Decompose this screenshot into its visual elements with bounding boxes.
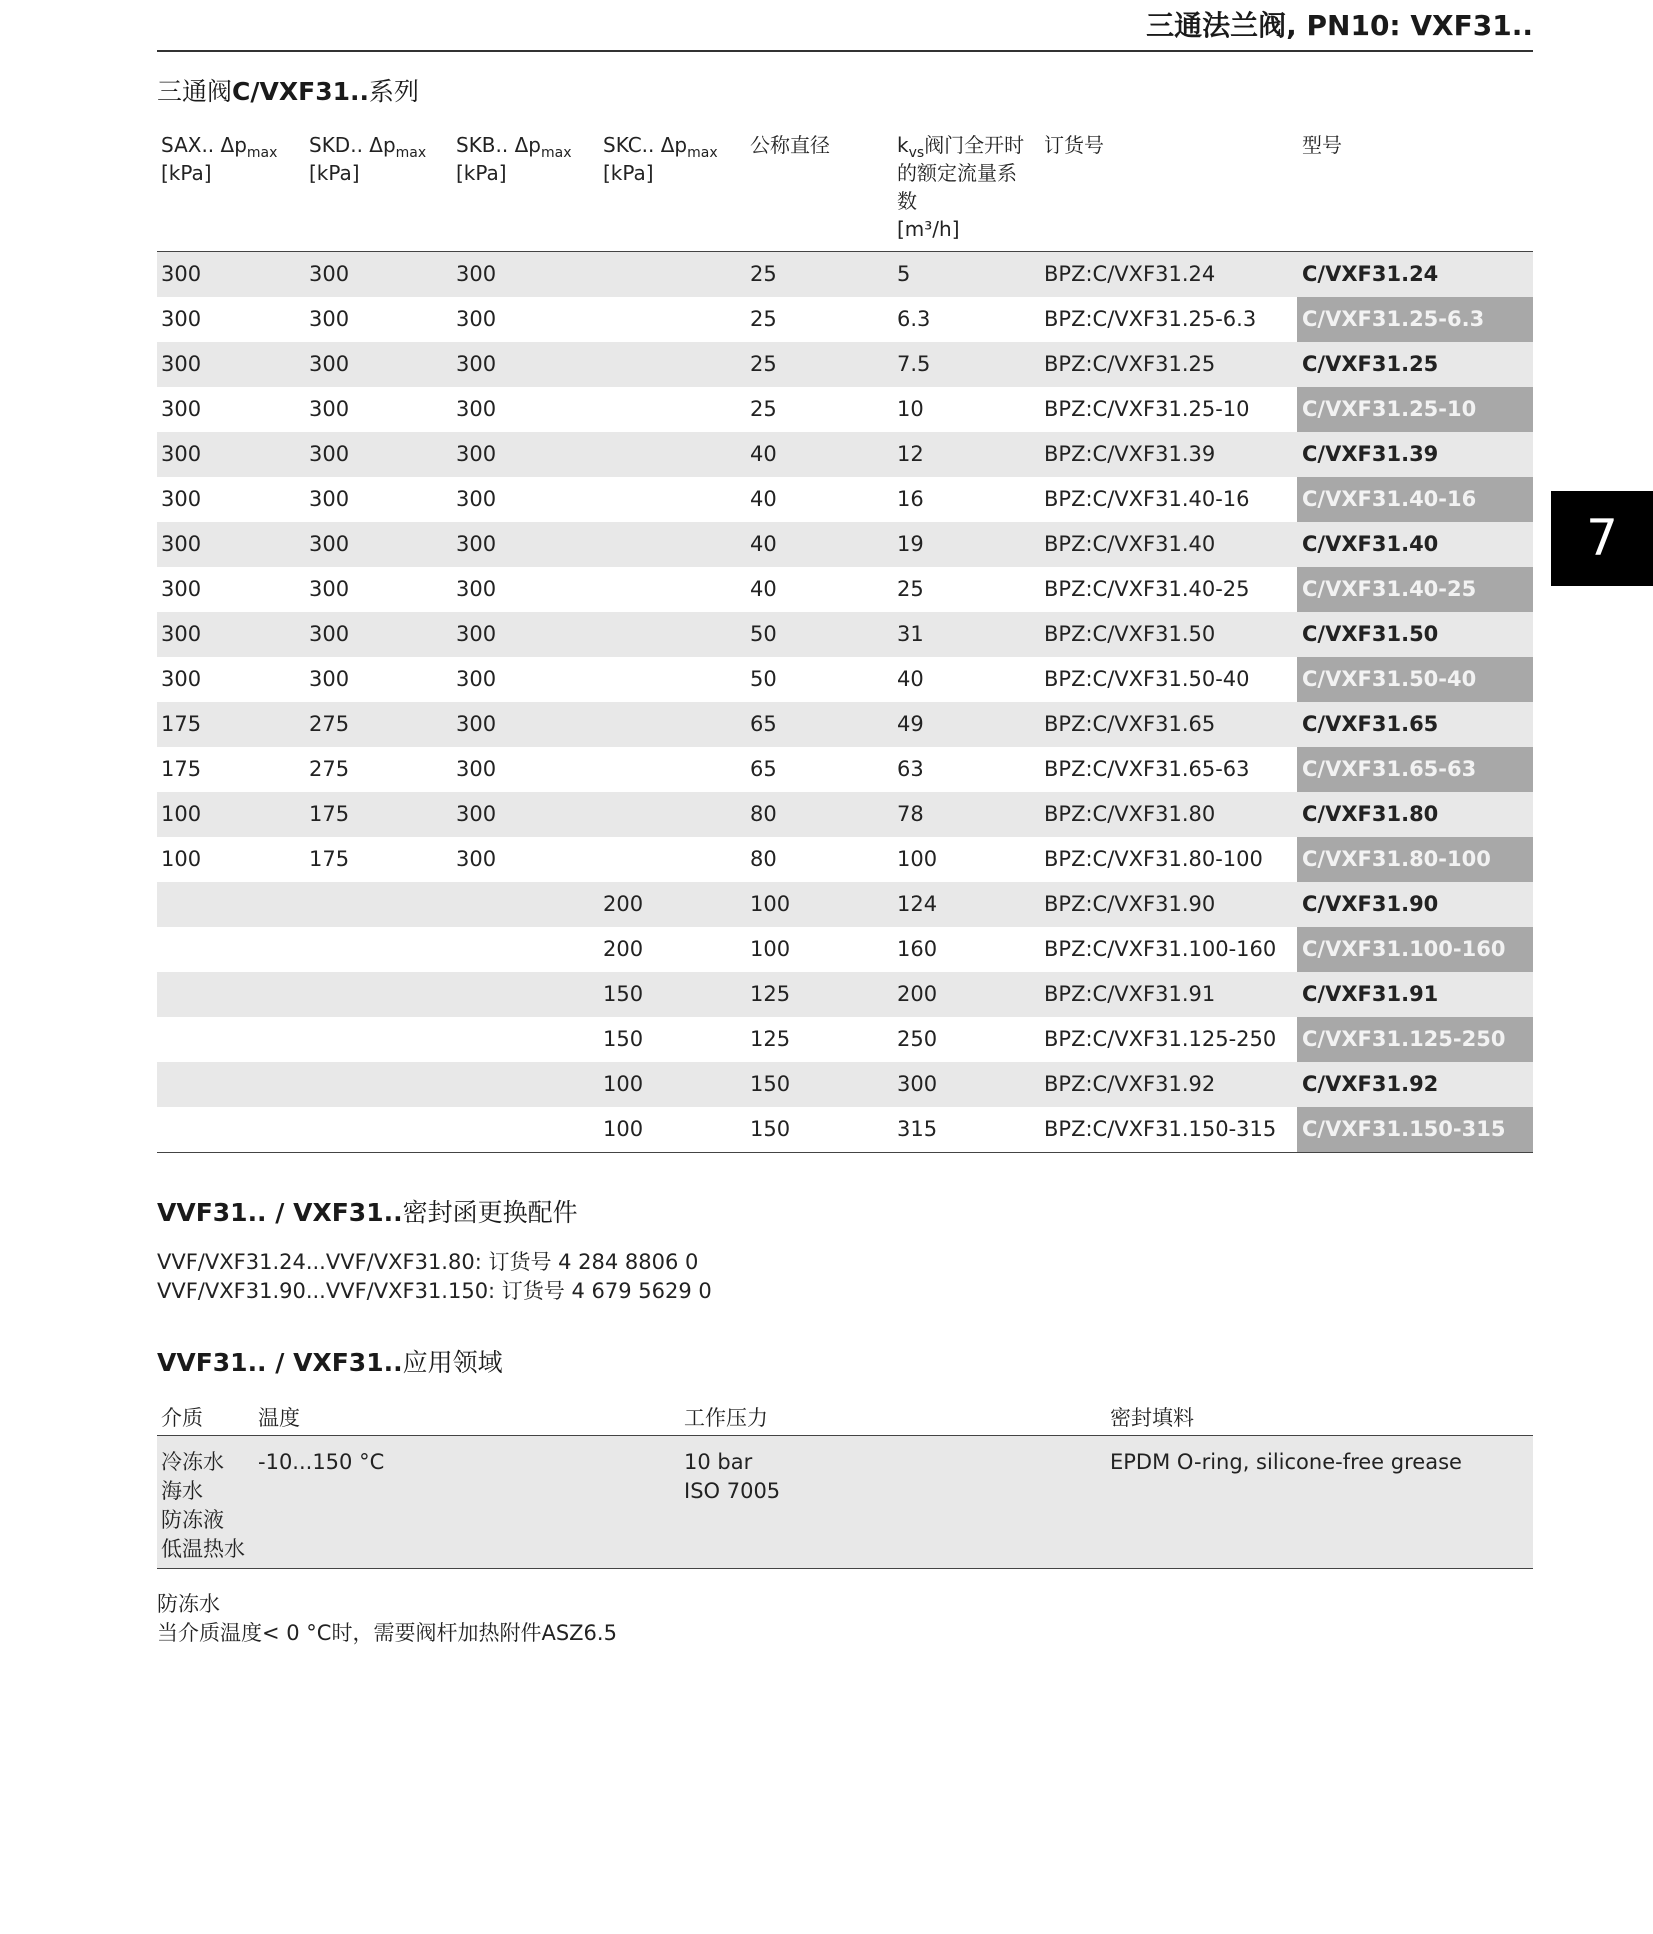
table-row <box>157 567 1533 612</box>
cell-type: C/VXF31.65 <box>1302 712 1439 736</box>
series-title-suffix: 系列 <box>368 77 419 106</box>
cell-order: BPZ:C/VXF31.80 <box>1044 802 1216 826</box>
cell-skd: 300 <box>309 262 350 286</box>
cell-type: C/VXF31.40-25 <box>1297 567 1533 612</box>
cell-kvs: 5 <box>897 262 911 286</box>
application-table-row <box>157 1436 1533 1569</box>
cell-type: C/VXF31.90 <box>1302 892 1439 916</box>
pressure-values <box>684 1448 780 1506</box>
cell-order: BPZ:C/VXF31.80-100 <box>1044 847 1263 871</box>
cell-sax: 300 <box>161 442 202 466</box>
cell-skd: 300 <box>309 577 350 601</box>
table-row <box>157 252 1533 297</box>
cell-dn: 125 <box>750 1027 791 1051</box>
cell-dn: 25 <box>750 352 777 376</box>
cell-skd: 300 <box>309 667 350 691</box>
cell-kvs: 7.5 <box>897 352 931 376</box>
cell-order: BPZ:C/VXF31.40-16 <box>1044 487 1250 511</box>
seal-value: EPDM O-ring, silicone-free grease <box>1110 1450 1462 1474</box>
cell-skc: 100 <box>603 1117 644 1141</box>
cell-kvs: 63 <box>897 757 924 781</box>
pressure-value: 10 bar <box>684 1450 753 1474</box>
cell-skb: 300 <box>456 802 497 826</box>
cell-kvs: 12 <box>897 442 924 466</box>
cell-skc: 150 <box>603 982 644 1006</box>
cell-dn: 65 <box>750 757 777 781</box>
cell-kvs: 78 <box>897 802 924 826</box>
cell-kvs: 124 <box>897 892 938 916</box>
note-title: 防冻水 <box>157 1592 220 1616</box>
cell-skd: 300 <box>309 397 350 421</box>
table-row <box>157 927 1533 972</box>
table-row <box>157 657 1533 702</box>
cell-kvs: 6.3 <box>897 307 931 331</box>
cell-dn: 50 <box>750 622 777 646</box>
cell-order: BPZ:C/VXF31.65 <box>1044 712 1216 736</box>
header-seal: 密封填料 <box>1110 1406 1194 1430</box>
header-skb: SKB.. $\Delta p_{max}$ [kPa] <box>456 133 572 185</box>
cell-kvs: 315 <box>897 1117 938 1141</box>
cell-skb: 300 <box>456 262 497 286</box>
cell-order: BPZ:C/VXF31.25-10 <box>1044 397 1250 421</box>
cell-dn: 80 <box>750 802 777 826</box>
cell-skd: 300 <box>309 352 350 376</box>
medium-item: 海水 <box>161 1479 203 1503</box>
temperature-value: -10...150 °C <box>258 1450 385 1474</box>
cell-type: C/VXF31.125-250 <box>1297 1017 1533 1062</box>
cell-order: BPZ:C/VXF31.90 <box>1044 892 1216 916</box>
cell-type: C/VXF31.24 <box>1302 262 1439 286</box>
cell-type: C/VXF31.25-6.3 <box>1297 297 1533 342</box>
medium-item: 低温热水 <box>161 1537 245 1561</box>
header-working-pressure: 工作压力 <box>684 1406 768 1430</box>
cell-type: C/VXF31.40-16 <box>1297 477 1533 522</box>
cell-kvs: 19 <box>897 532 924 556</box>
cell-skc: 200 <box>603 937 644 961</box>
header-skc: SKC.. $\Delta p_{max}$ [kPa] <box>603 133 718 185</box>
cell-sax: 100 <box>161 847 202 871</box>
table-row <box>157 1107 1533 1152</box>
header-nominal-diameter: 公称直径 <box>750 133 830 157</box>
cell-kvs: 160 <box>897 937 938 961</box>
cell-kvs: 10 <box>897 397 924 421</box>
cell-dn: 40 <box>750 577 777 601</box>
table-row <box>157 387 1533 432</box>
cell-skb: 300 <box>456 577 497 601</box>
cell-order: BPZ:C/VXF31.92 <box>1044 1072 1216 1096</box>
cell-type: C/VXF31.150-315 <box>1297 1107 1533 1152</box>
cell-kvs: 300 <box>897 1072 938 1096</box>
cell-sax: 300 <box>161 352 202 376</box>
header-temperature: 温度 <box>258 1406 300 1430</box>
cell-dn: 25 <box>750 307 777 331</box>
table-row <box>157 747 1533 792</box>
table-row <box>157 522 1533 567</box>
cell-skb: 300 <box>456 352 497 376</box>
cell-dn: 40 <box>750 532 777 556</box>
cell-sax: 300 <box>161 307 202 331</box>
cell-sax: 100 <box>161 802 202 826</box>
cell-dn: 65 <box>750 712 777 736</box>
cell-skd: 300 <box>309 442 350 466</box>
cell-order: BPZ:C/VXF31.25-6.3 <box>1044 307 1257 331</box>
table-row <box>157 1062 1533 1107</box>
table-row <box>157 342 1533 387</box>
cell-order: BPZ:C/VXF31.150-315 <box>1044 1117 1277 1141</box>
cell-kvs: 40 <box>897 667 924 691</box>
chapter-tab: 7 <box>1551 491 1653 586</box>
cell-type: C/VXF31.92 <box>1302 1072 1439 1096</box>
cell-skb: 300 <box>456 712 497 736</box>
table-row <box>157 477 1533 522</box>
cell-type: C/VXF31.39 <box>1302 442 1439 466</box>
cell-skb: 300 <box>456 757 497 781</box>
cell-type: C/VXF31.100-160 <box>1297 927 1533 972</box>
cell-skd: 275 <box>309 757 350 781</box>
cell-skc: 150 <box>603 1027 644 1051</box>
valve-table-body <box>157 252 1533 1153</box>
cell-kvs: 25 <box>897 577 924 601</box>
spare-parts-title: VVF31.. / VXF31..密封函更换配件 <box>157 1198 578 1227</box>
table-row <box>157 432 1533 477</box>
cell-skb: 300 <box>456 397 497 421</box>
cell-kvs: 100 <box>897 847 938 871</box>
cell-order: BPZ:C/VXF31.100-160 <box>1044 937 1277 961</box>
cell-order: BPZ:C/VXF31.125-250 <box>1044 1027 1277 1051</box>
page-title: 三通法兰阀, PN10: VXF31.. <box>1146 9 1533 42</box>
cell-skd: 300 <box>309 487 350 511</box>
cell-skd: 175 <box>309 802 350 826</box>
cell-dn: 50 <box>750 667 777 691</box>
cell-order: BPZ:C/VXF31.91 <box>1044 982 1216 1006</box>
cell-order: BPZ:C/VXF31.50-40 <box>1044 667 1250 691</box>
cell-type: C/VXF31.80 <box>1302 802 1439 826</box>
valve-table <box>157 125 1533 1153</box>
cell-sax: 300 <box>161 487 202 511</box>
cell-kvs: 200 <box>897 982 938 1006</box>
cell-sax: 300 <box>161 622 202 646</box>
cell-sax: 300 <box>161 262 202 286</box>
cell-sax: 300 <box>161 667 202 691</box>
valve-table-header <box>157 125 1533 252</box>
cell-kvs: 250 <box>897 1027 938 1051</box>
cell-skc: 100 <box>603 1072 644 1096</box>
cell-dn: 100 <box>750 937 791 961</box>
table-row <box>157 297 1533 342</box>
cell-skb: 300 <box>456 622 497 646</box>
header-skd: SKD.. $\Delta p_{max}$ [kPa] <box>309 133 427 185</box>
table-row <box>157 972 1533 1017</box>
table-row <box>157 612 1533 657</box>
application-table <box>157 1400 1533 1569</box>
cell-type: C/VXF31.40 <box>1302 532 1439 556</box>
series-title <box>157 72 419 108</box>
cell-type: C/VXF31.91 <box>1302 982 1439 1006</box>
series-title-bold: C/VXF31.. <box>232 77 369 106</box>
cell-type: C/VXF31.50 <box>1302 622 1439 646</box>
cell-dn: 40 <box>750 487 777 511</box>
cell-sax: 300 <box>161 532 202 556</box>
cell-skb: 300 <box>456 532 497 556</box>
table-row <box>157 837 1533 882</box>
cell-dn: 25 <box>750 397 777 421</box>
cell-kvs: 49 <box>897 712 924 736</box>
cell-sax: 300 <box>161 577 202 601</box>
table-row <box>157 702 1533 747</box>
cell-type: C/VXF31.80-100 <box>1297 837 1533 882</box>
cell-order: BPZ:C/VXF31.40-25 <box>1044 577 1250 601</box>
cell-type: C/VXF31.25-10 <box>1297 387 1533 432</box>
medium-item: 防冻液 <box>161 1508 224 1532</box>
table-row <box>157 792 1533 837</box>
cell-order: BPZ:C/VXF31.39 <box>1044 442 1216 466</box>
medium-item: 冷冻水 <box>161 1450 224 1474</box>
cell-dn: 150 <box>750 1117 791 1141</box>
header-type: 型号 <box>1302 133 1342 157</box>
header-medium: 介质 <box>161 1406 203 1430</box>
table-row <box>157 882 1533 927</box>
cell-sax: 175 <box>161 757 202 781</box>
cell-skb: 300 <box>456 667 497 691</box>
cell-order: BPZ:C/VXF31.24 <box>1044 262 1216 286</box>
cell-skb: 300 <box>456 487 497 511</box>
table-row <box>157 1017 1533 1062</box>
header-sax: SAX.. $\Delta p_{max}$ [kPa] <box>161 133 278 185</box>
cell-skc: 200 <box>603 892 644 916</box>
note-text: 当介质温度< 0 °C时，需要阀杆加热附件ASZ6.5 <box>157 1621 617 1645</box>
page-header <box>157 0 1533 52</box>
cell-order: BPZ:C/VXF31.40 <box>1044 532 1216 556</box>
cell-order: BPZ:C/VXF31.65-63 <box>1044 757 1250 781</box>
cell-skd: 300 <box>309 532 350 556</box>
cell-order: BPZ:C/VXF31.25 <box>1044 352 1216 376</box>
spare-parts-line-2: VVF/VXF31.90...VVF/VXF31.150: 订货号 4 679 5629 0 <box>157 1279 712 1303</box>
cell-order: BPZ:C/VXF31.50 <box>1044 622 1216 646</box>
cell-dn: 125 <box>750 982 791 1006</box>
medium-list <box>161 1448 245 1564</box>
cell-skb: 300 <box>456 442 497 466</box>
cell-skd: 175 <box>309 847 350 871</box>
series-title-prefix: 三通阀 <box>157 77 233 106</box>
cell-sax: 175 <box>161 712 202 736</box>
header-kvs: $k_{vs}$阀门全开时 的额定流量系 数 [m³/h] <box>897 133 1025 241</box>
cell-kvs: 31 <box>897 622 924 646</box>
cell-dn: 100 <box>750 892 791 916</box>
cell-dn: 80 <box>750 847 777 871</box>
cell-dn: 40 <box>750 442 777 466</box>
header-order-number: 订货号 <box>1044 133 1104 157</box>
application-table-header <box>157 1400 1533 1436</box>
cell-skb: 300 <box>456 307 497 331</box>
application-title: VVF31.. / VXF31..应用领域 <box>157 1348 503 1377</box>
cell-type: C/VXF31.25 <box>1302 352 1439 376</box>
pressure-standard: ISO 7005 <box>684 1479 781 1503</box>
cell-kvs: 16 <box>897 487 924 511</box>
cell-skb: 300 <box>456 847 497 871</box>
cell-skd: 275 <box>309 712 350 736</box>
cell-dn: 25 <box>750 262 777 286</box>
cell-type: C/VXF31.65-63 <box>1297 747 1533 792</box>
cell-skd: 300 <box>309 307 350 331</box>
cell-dn: 150 <box>750 1072 791 1096</box>
spare-parts-line-1: VVF/VXF31.24...VVF/VXF31.80: 订货号 4 284 8806 0 <box>157 1250 699 1274</box>
cell-skd: 300 <box>309 622 350 646</box>
cell-sax: 300 <box>161 397 202 421</box>
cell-type: C/VXF31.50-40 <box>1297 657 1533 702</box>
